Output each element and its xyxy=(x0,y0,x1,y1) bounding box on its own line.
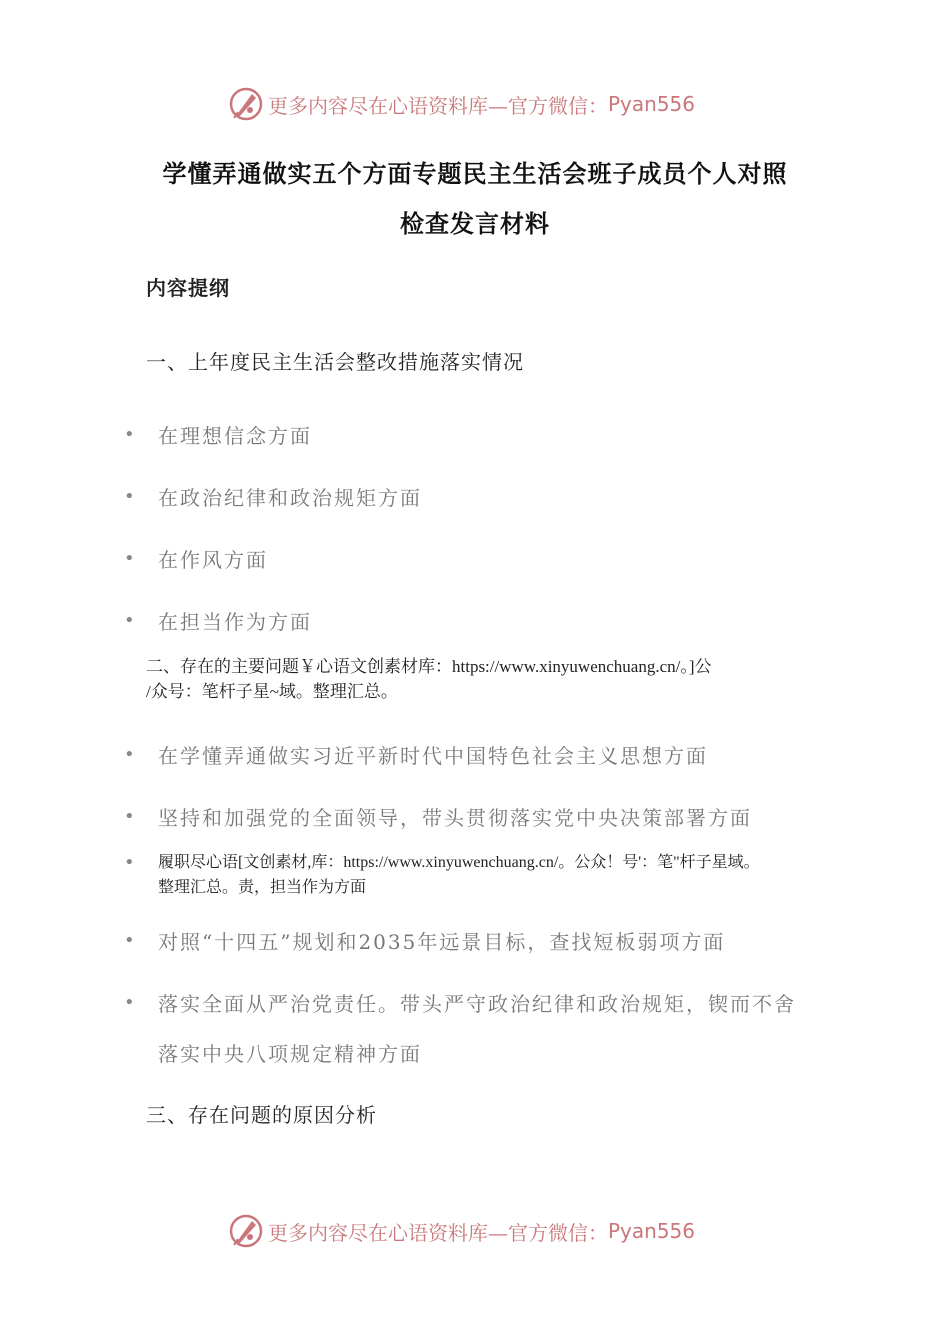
bullet-marker: • xyxy=(124,486,135,507)
section1-item: 在理想信念方面 xyxy=(158,424,312,448)
banner-wechat-id: Pyan556 xyxy=(608,1219,696,1243)
section2-item: 在学懂弄通做实习近平新时代中国特色社会主义思想方面 xyxy=(158,744,708,768)
banner-text: 更多内容尽在心语资料库—官方微信： xyxy=(268,1220,608,1245)
section2-small-item-line2: 整理汇总。责，担当作为方面 xyxy=(158,879,367,896)
bullet-marker: • xyxy=(124,548,135,569)
section1-item: 在作风方面 xyxy=(158,548,268,572)
quill-logo-icon xyxy=(228,86,264,122)
section2-last-item-line1: 落实全面从严治党责任。带头严守政治纪律和政治规矩，锲而不舍 xyxy=(158,992,796,1016)
bullet-marker: • xyxy=(124,930,135,951)
outline-label: 内容提纲 xyxy=(146,276,230,300)
bullet-marker: • xyxy=(124,424,135,445)
section3-heading: 三、存在问题的原因分析 xyxy=(146,1103,377,1127)
section2-small-item-line1: 履职尽心语[文创素材,库：https://www.xinyuwenchuang.cn/。公众！号'：笔"杆子星域。 xyxy=(158,854,760,871)
quill-logo-icon xyxy=(228,1213,264,1249)
footer-banner xyxy=(228,1211,695,1251)
section1-item: 在担当作为方面 xyxy=(158,610,312,634)
bullet-marker: • xyxy=(124,992,135,1013)
bullet-marker: • xyxy=(124,852,135,873)
document-title-line1: 学懂弄通做实五个方面专题民主生活会班子成员个人对照 xyxy=(162,159,788,188)
banner-text: 更多内容尽在心语资料库—官方微信： xyxy=(268,93,608,118)
banner-wechat-id: Pyan556 xyxy=(608,92,696,116)
header-banner xyxy=(228,84,695,124)
bullet-marker: • xyxy=(124,744,135,765)
section1-heading: 一、上年度民主生活会整改措施落实情况 xyxy=(146,350,524,374)
section2-item: 坚持和加强党的全面领导，带头贯彻落实党中央决策部署方面 xyxy=(158,806,752,830)
section2-heading-line2: /众号：笔杆子星~域。整理汇总。 xyxy=(146,682,398,701)
document-title-line2: 检查发言材料 xyxy=(400,209,550,238)
section2-heading-line1: 二、存在的主要问题￥心语文创素材库：https://www.xinyuwenchuang.cn/。]公 xyxy=(146,657,712,676)
section2-last-item-line2: 落实中央八项规定精神方面 xyxy=(158,1042,422,1066)
section1-item: 在政治纪律和政治规矩方面 xyxy=(158,486,422,510)
bullet-marker: • xyxy=(124,806,135,827)
section2-item: 对照“十四五”规划和2035年远景目标，查找短板弱项方面 xyxy=(158,930,726,954)
bullet-marker: • xyxy=(124,610,135,631)
